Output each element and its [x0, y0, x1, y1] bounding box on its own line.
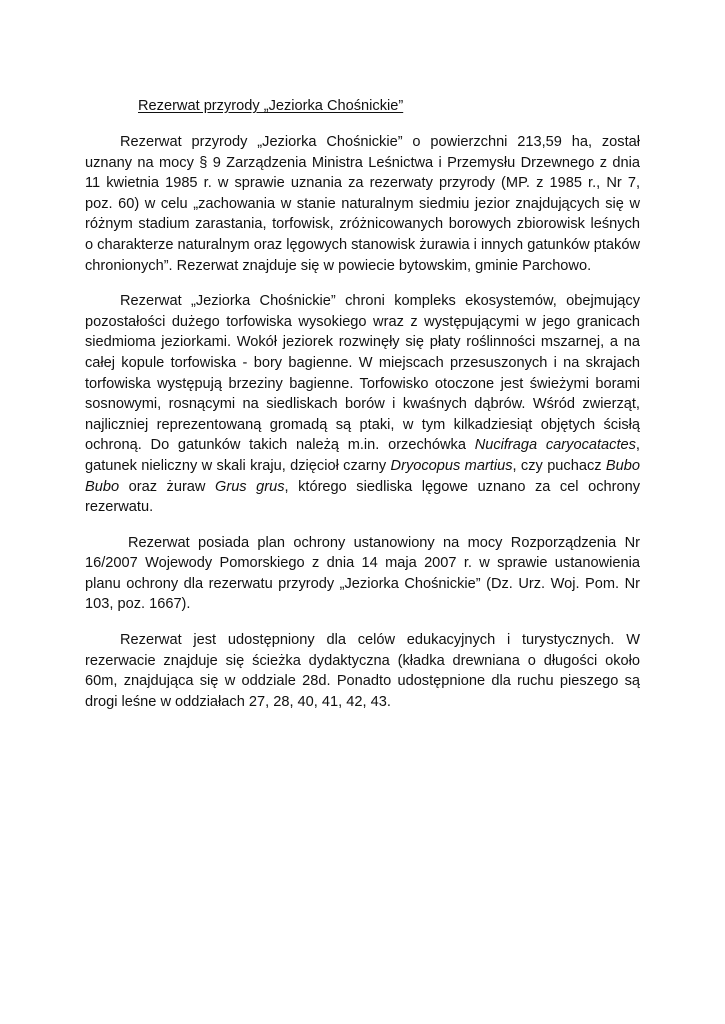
text-run: , gatunek nieliczny w skali kraju, dzięcioł czarny — [85, 437, 640, 474]
species-name: Grus grus — [214, 478, 285, 495]
paragraph-1 — [85, 132, 640, 276]
text-run: , którego siedliska lęgowe uznano za cel ochrony rezerwatu. — [85, 478, 640, 516]
text-run: Rezerwat „Jeziorka Chośnickie” chroni kompleks ekosystemów, obejmujący pozostałości dużego torfowiska wysokiego wraz z występującymi w jego granicach siedmioma jeziorkami. Wokół jeziorek rozwinęły się płaty roślinności mszarnej, a na całej kopule torfowiska - bory bagienne. W miejscach przesuszonych i na skrajach torfowiska występują brzeziny bagienne. Torfowisko otoczone jest świeżymi borami sosnowymi, rosnącymi na siedliskach borów i kwaśnych dąbrów. Wśród zwierząt, najliczniej reprezentowaną gromadą są ptaki, w tym kilkadziesiąt objętych ścisłą ochroną. Do gatunków takich należą m.in. orzechówka — [85, 293, 640, 454]
text-run: Rezerwat przyrody „Jeziorka Chośnickie” o powierzchni 213,59 ha, został uznany na mocy § 9 Zarządzenia Ministra Leśnictwa i Przemysłu Drzewnego z dnia 11 kwietnia 1985 r. w sprawie uznania za rezerwaty przyrody (MP. z 1985 r., Nr 7, poz. 60) w celu „zachowania w stanie naturalnym siedmiu jezior znajdujących się w różnym stadium zarastania, torfowisk, zróżnicowanych borowych zbiorowisk leśnych o charakterze naturalnym oraz lęgowych stanowisk żurawia i innych gatunków ptaków chronionych”. Rezerwat znajduje się w powiecie bytowskim, gminie Parchowo. — [85, 134, 640, 274]
text-run: Rezerwat posiada plan ochrony ustanowiony na mocy Rozporządzenia Nr 16/2007 Wojewody Pomorskiego z dnia 14 maja 2007 r. w sprawie ustanowienia planu ochrony dla rezerwatu przyrody „Jeziorka Chośnickie” (Dz. Urz. Woj. Pom. Nr 103, poz. 1667). — [85, 534, 640, 613]
document-body — [85, 132, 640, 727]
paragraph-3 — [85, 533, 640, 615]
species-name: Dryocopus martius — [390, 457, 513, 474]
document-title: Rezerwat przyrody „Jeziorka Chośnickie” — [138, 98, 404, 114]
paragraph-4 — [85, 630, 640, 712]
text-run: oraz żuraw — [119, 478, 215, 495]
species-name: Bubo Bubo — [85, 457, 641, 495]
text-run: , czy puchacz — [512, 457, 606, 474]
text-run: Rezerwat jest udostępniony dla celów edukacyjnych i turystycznych. W rezerwacie znajduje się ścieżka dydaktyczna (kładka drewniana o długości około 60m, znajdująca się w oddziale 28d. Ponadto udostępnione dla ruchu pieszego są drogi leśne w oddziałach 27, 28, 40, 41, 42, 43. — [85, 632, 640, 710]
paragraph-2 — [85, 291, 640, 518]
species-name: Nucifraga caryocatactes — [474, 437, 636, 454]
